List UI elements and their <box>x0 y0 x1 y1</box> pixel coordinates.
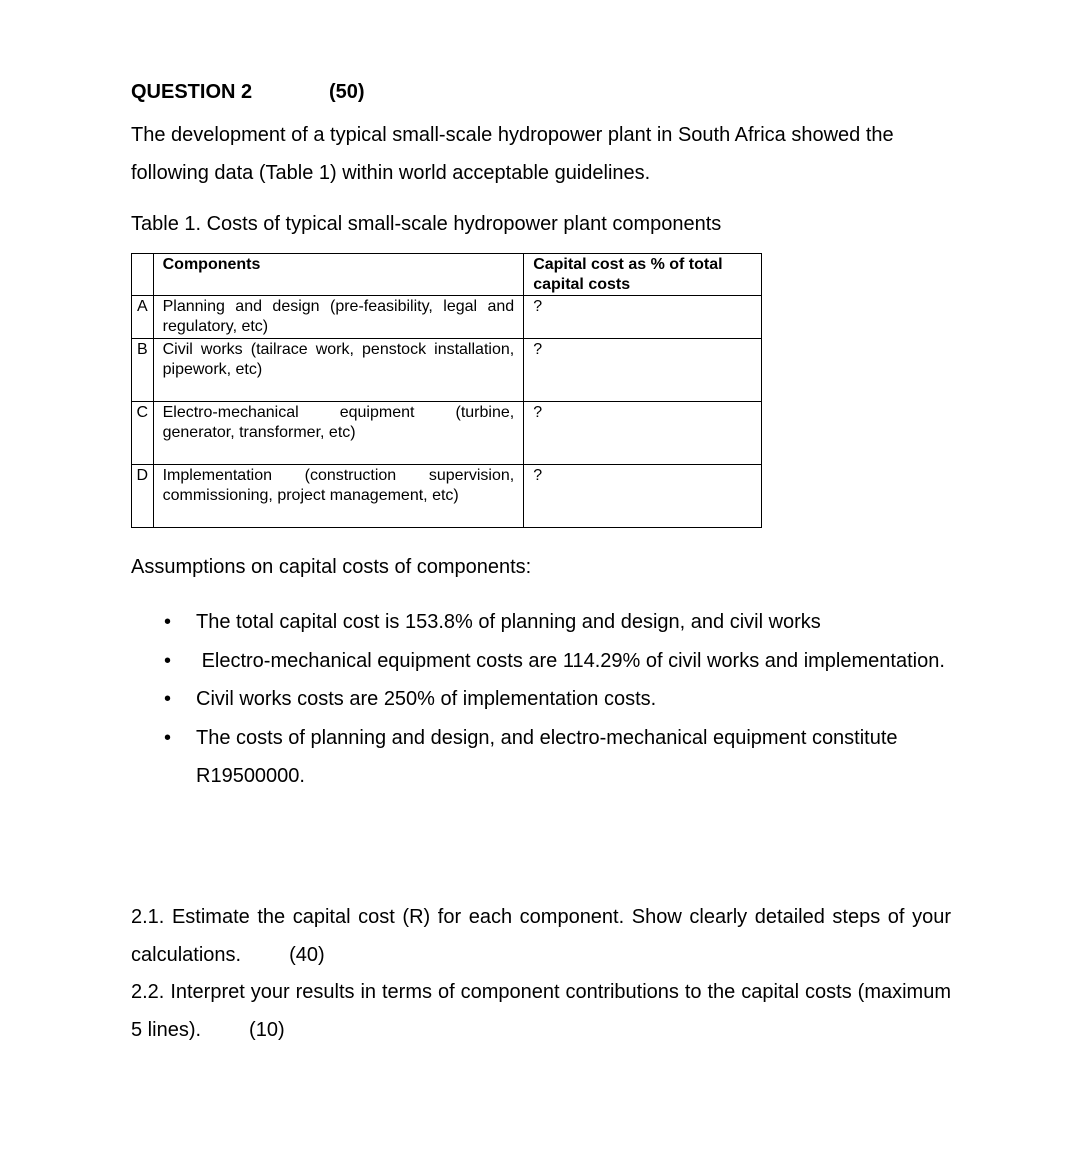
intro-paragraph: The development of a typical small-scale hydropower plant in South Africa showed the following data (Table 1) within world acceptable guidelines. <box>131 124 894 184</box>
row-component: Civil works (tailrace work, penstock installation, pipework, etc) <box>153 339 524 402</box>
row-value: ? <box>524 339 762 402</box>
assumptions-heading: Assumptions on capital costs of components: <box>131 556 532 578</box>
task-text: 2.2. Interpret your results in terms of component contributions to the capital costs (maximum 5 lines). <box>131 981 951 1041</box>
row-letter: B <box>132 339 154 402</box>
row-component: Implementation (construction supervision, commissioning, project management, etc) <box>153 465 524 528</box>
row-component: Planning and design (pre-feasibility, legal and regulatory, etc) <box>153 296 524 339</box>
table-row <box>132 296 762 339</box>
task-text: 2.1. Estimate the capital cost (R) for each component. Show clearly detailed steps of your calculations. <box>131 906 951 966</box>
row-value: ? <box>524 465 762 528</box>
list-item-text: Electro-mechanical equipment costs are 114.29% of civil works and implementation. <box>196 649 945 672</box>
list-item-text: The costs of planning and design, and electro-mechanical equipment constitute R19500000. <box>196 726 898 787</box>
question-marks: (50) <box>329 81 365 103</box>
list-item <box>131 719 951 796</box>
table-row <box>132 339 762 402</box>
bullet-icon: • <box>164 649 172 672</box>
row-component: Electro-mechanical equipment (turbine, generator, transformer, etc) <box>153 402 524 465</box>
row-value: ? <box>524 402 762 465</box>
costs-table <box>131 253 762 528</box>
task-2-2 <box>131 974 951 1049</box>
header-letter <box>132 254 154 296</box>
table-header-row <box>132 254 762 296</box>
header-capital-cost: Capital cost as % of total capital costs <box>524 254 762 296</box>
bullet-icon: • <box>164 726 172 749</box>
row-letter: A <box>132 296 154 339</box>
bullet-icon: • <box>164 611 172 633</box>
list-item <box>131 603 951 642</box>
table-row <box>132 402 762 465</box>
list-item <box>131 642 951 681</box>
table-caption: Table 1. Costs of typical small-scale hydropower plant components <box>131 213 722 235</box>
question-heading <box>131 81 365 104</box>
task-marks: (40) <box>289 943 325 966</box>
assumptions-list <box>131 603 951 796</box>
row-letter: C <box>132 402 154 465</box>
task-2-1 <box>131 899 951 974</box>
list-item <box>131 680 951 719</box>
row-value: ? <box>524 296 762 339</box>
table-row <box>132 465 762 528</box>
task-marks: (10) <box>249 1018 285 1041</box>
list-item-text: Civil works costs are 250% of implementation costs. <box>196 688 657 710</box>
question-title: QUESTION 2 <box>131 81 253 103</box>
row-letter: D <box>132 465 154 528</box>
bullet-icon: • <box>164 688 172 710</box>
header-components: Components <box>153 254 524 296</box>
list-item-text: The total capital cost is 153.8% of planning and design, and civil works <box>196 611 821 633</box>
